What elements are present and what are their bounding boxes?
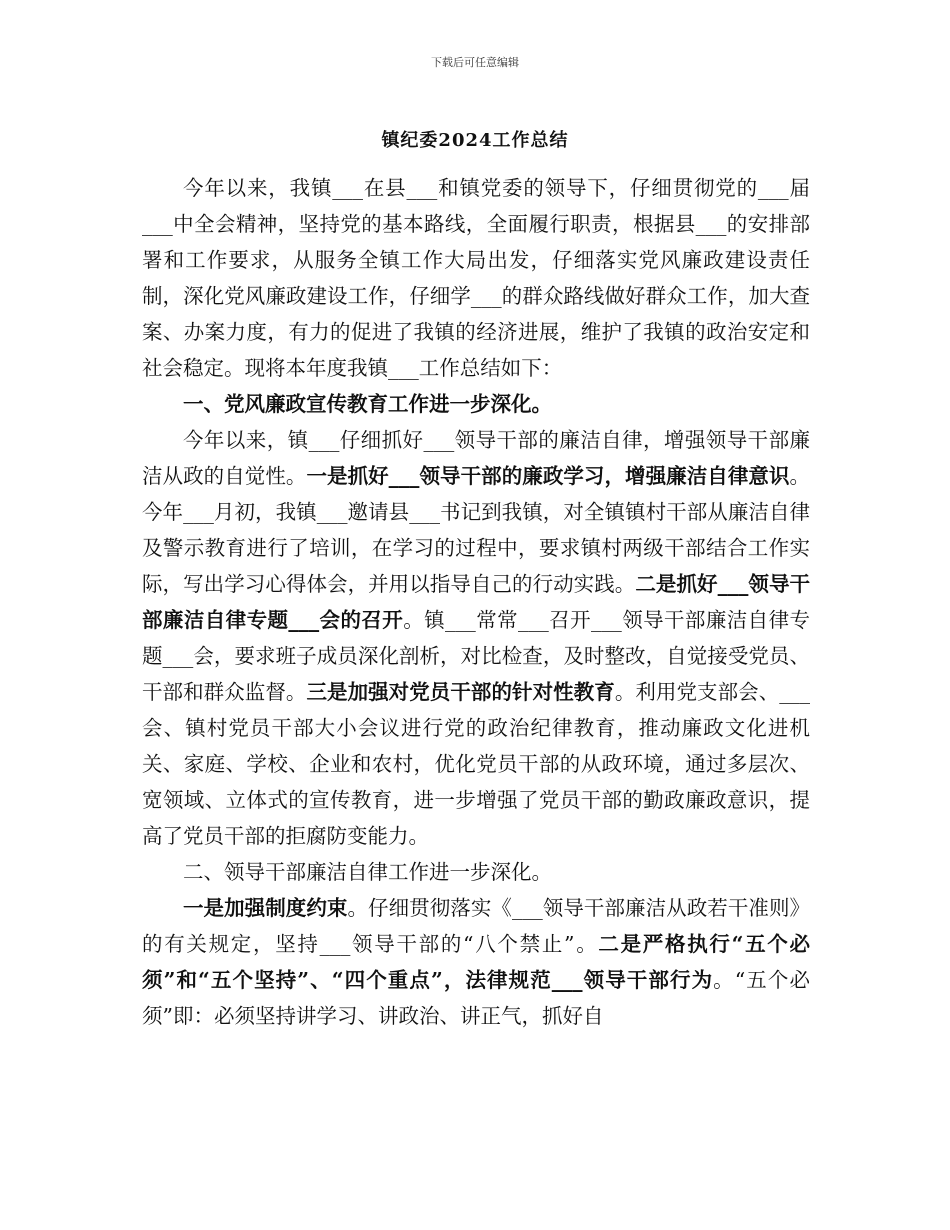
text-run: 。仔细贯彻落实《___领导干部廉洁从政若干准则》的有关规定，坚持___领导干部的“八个禁止”。 — [142, 896, 811, 956]
bold-point-2: 二是严格执行“五个必须”和“五个坚持”、“四个重点”，法律规范___领导干部行为 — [142, 932, 810, 992]
bold-point-2: 二是抓好___领导干部廉洁自律专题___会的召开 — [142, 572, 811, 632]
section-heading-1: 一、党风廉政宣传教育工作进一步深化。 — [183, 392, 552, 416]
bold-point-1: 一是加强制度约束 — [183, 896, 348, 920]
text-run: 。利用党支部会、___会、镇村党员干部大小会议进行党的政治纪律教育，推动廉政文化进机关、家庭、学校、企业和农村，优化党员干部的从政环境，通过多层次、宽领域、立体式的宣传教育，进一步增强了党员干部的勤政廉政意识，提高了党员干部的拒腐防变能力。 — [142, 680, 811, 848]
intro-paragraph: 今年以来，我镇___在县___和镇党委的领导下，仔细贯彻党的___届___中全会精神，坚持党的基本路线，全面履行职责，根据县___的安排部署和工作要求，从服务全镇工作大局出发，仔细落实党风廉政建设责任制，深化党风廉政建设工作，仔细学___的群众路线做好群众工作，加大查案、办案力度，有力的促进了我镇的经济进展，维护了我镇的政治安定和社会稳定。现将本年度我镇___工作总结如下： — [142, 176, 810, 380]
bold-point-3: 三是加强对党员干部的针对性教育 — [306, 680, 615, 704]
page-header: 下载后可任意编辑 — [431, 56, 519, 69]
section-1-paragraph — [142, 422, 810, 854]
bold-point-1: 一是抓好___领导干部的廉政学习，增强廉洁自律意识 — [306, 464, 790, 488]
text-run: 。“五个必须”即：必须坚持讲学习、讲政治、讲正气，抓好自 — [142, 968, 810, 1028]
document-title: 镇纪委2024工作总结 — [381, 130, 569, 151]
section-2-paragraph — [142, 890, 810, 1034]
text-run: 今年以来，镇___仔细抓好___领导干部的廉洁自律，增强领导干部廉洁从政的自觉性。 — [142, 428, 810, 488]
section-heading-2: 二、领导干部廉洁自律工作进一步深化。 — [183, 860, 552, 884]
text-run: 。今年___月初，我镇___邀请县___书记到我镇，对全镇镇村干部从廉洁自律及警示教育进行了培训，在学习的过程中，要求镇村两级干部结合工作实际，写出学习心得体会，并用以指导自己的行动实践。 — [142, 464, 811, 596]
text-run: 。镇___常常___召开___领导干部廉洁自律专题___会，要求班子成员深化剖析，对比检查，及时整改，自觉接受党员、干部和群众监督。 — [142, 608, 811, 704]
document-body — [142, 170, 810, 1034]
